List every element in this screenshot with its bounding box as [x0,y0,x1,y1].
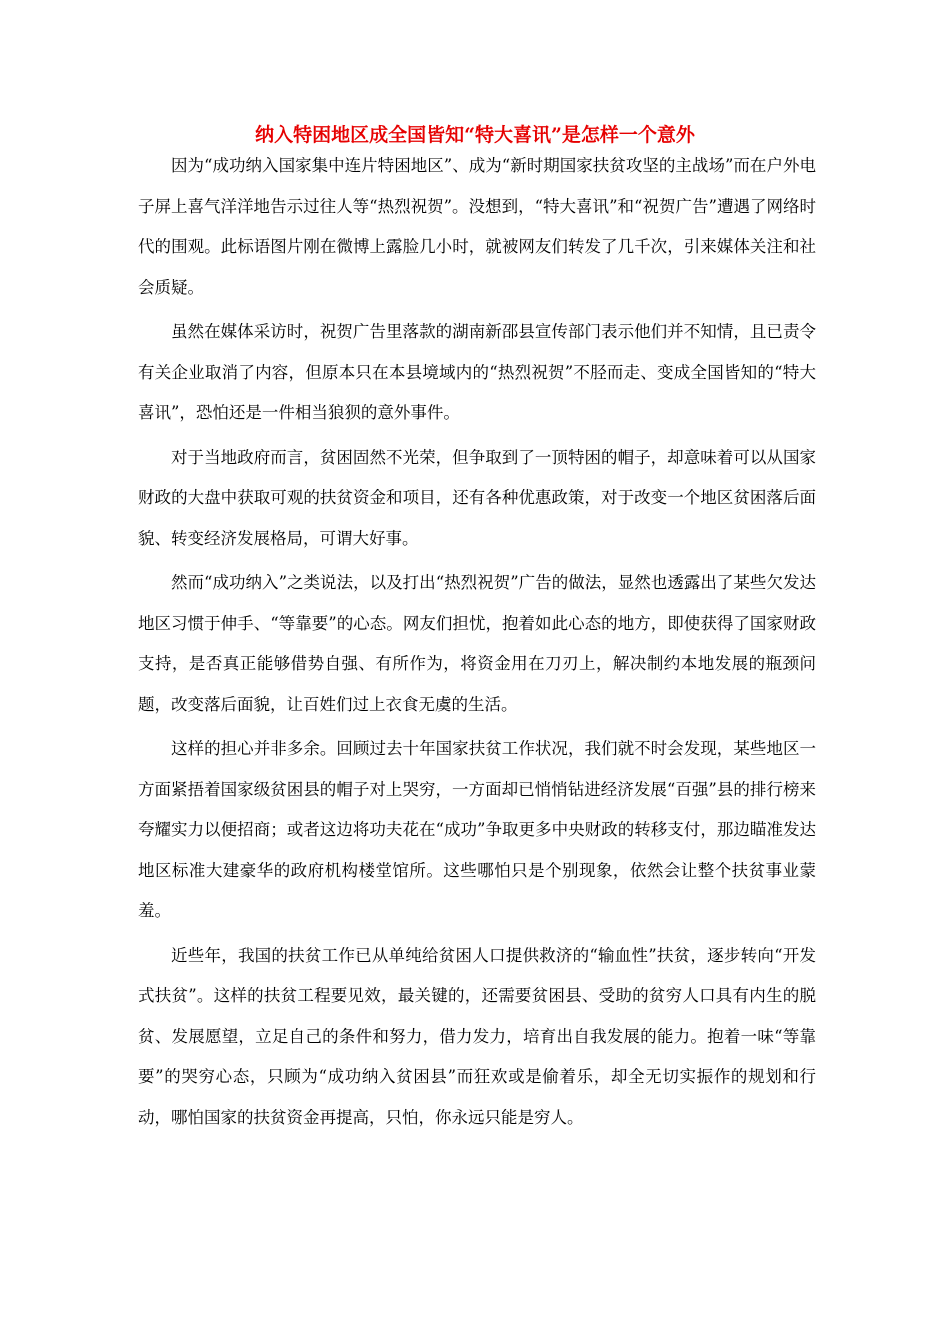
paragraph-1: 因为“成功纳入国家集中连片特困地区”、成为“新时期国家扶贫攻坚的主战场”而在户外电子屏上喜气洋洋地告示过往人等“热烈祝贺”。没想到，“特大喜讯”和“祝贺广告”遭遇了网络时代的围观。此标语图片刚在微博上露脸几小时，就被网友们转发了几千次，引来媒体关注和社会质疑。 [138,156,816,297]
document-body [138,146,816,1142]
paragraph-6: 近些年，我国的扶贫工作已从单纯给贫困人口提供救济的“输血性”扶贫，逐步转向“开发式扶贫”。这样的扶贫工程要见效，最关键的，还需要贫困县、受助的贫穷人口具有内生的脱贫、发展愿望，立足自己的条件和努力，借力发力，培育出自我发展的能力。抱着一味“等靠要”的哭穷心态，只顾为“成功纳入贫困县”而狂欢或是偷着乐，却全无切实振作的规划和行动，哪怕国家的扶贫资金再提高，只怕，你永远只能是穷人。 [138,945,816,1127]
document-title: 纳入特困地区成全国皆知“特大喜讯”是怎样一个意外 [255,124,695,146]
paragraph-3: 对于当地政府而言，贫困固然不光荣，但争取到了一顶特困的帽子，却意味着可以从国家财政的大盘中获取可观的扶贫资金和项目，还有各种优惠政策，对于改变一个地区贫困落后面貌、转变经济发展格局，可谓大好事。 [138,447,816,548]
paragraph-2: 虽然在媒体采访时，祝贺广告里落款的湖南新邵县宣传部门表示他们并不知情，且已责令有关企业取消了内容，但原本只在本县境域内的“热烈祝贺”不胫而走、变成全国皆知的“特大喜讯”，恐怕还是一件相当狼狈的意外事件。 [138,322,816,422]
paragraph-4: 然而“成功纳入”之类说法，以及打出“热烈祝贺”广告的做法，显然也透露出了某些欠发达地区习惯于伸手、“等靠要”的心态。网友们担忧，抱着如此心态的地方，即使获得了国家财政支持，是否真正能够借势自强、有所作为，将资金用在刀刃上，解决制约本地发展的瓶颈问题，改变落后面貌，让百姓们过上衣食无虞的生活。 [138,573,816,714]
paragraph-5: 这样的担心并非多余。回顾过去十年国家扶贫工作状况，我们就不时会发现，某些地区一方面紧捂着国家级贫困县的帽子对上哭穷，一方面却已悄悄钻进经济发展“百强”县的排行榜来夸耀实力以便招商；或者这边将功夫花在“成功”争取更多中央财政的转移支付，那边瞄准发达地区标准大建豪华的政府机构楼堂馆所。这些哪怕只是个别现象，依然会让整个扶贫事业蒙羞。 [138,739,816,920]
